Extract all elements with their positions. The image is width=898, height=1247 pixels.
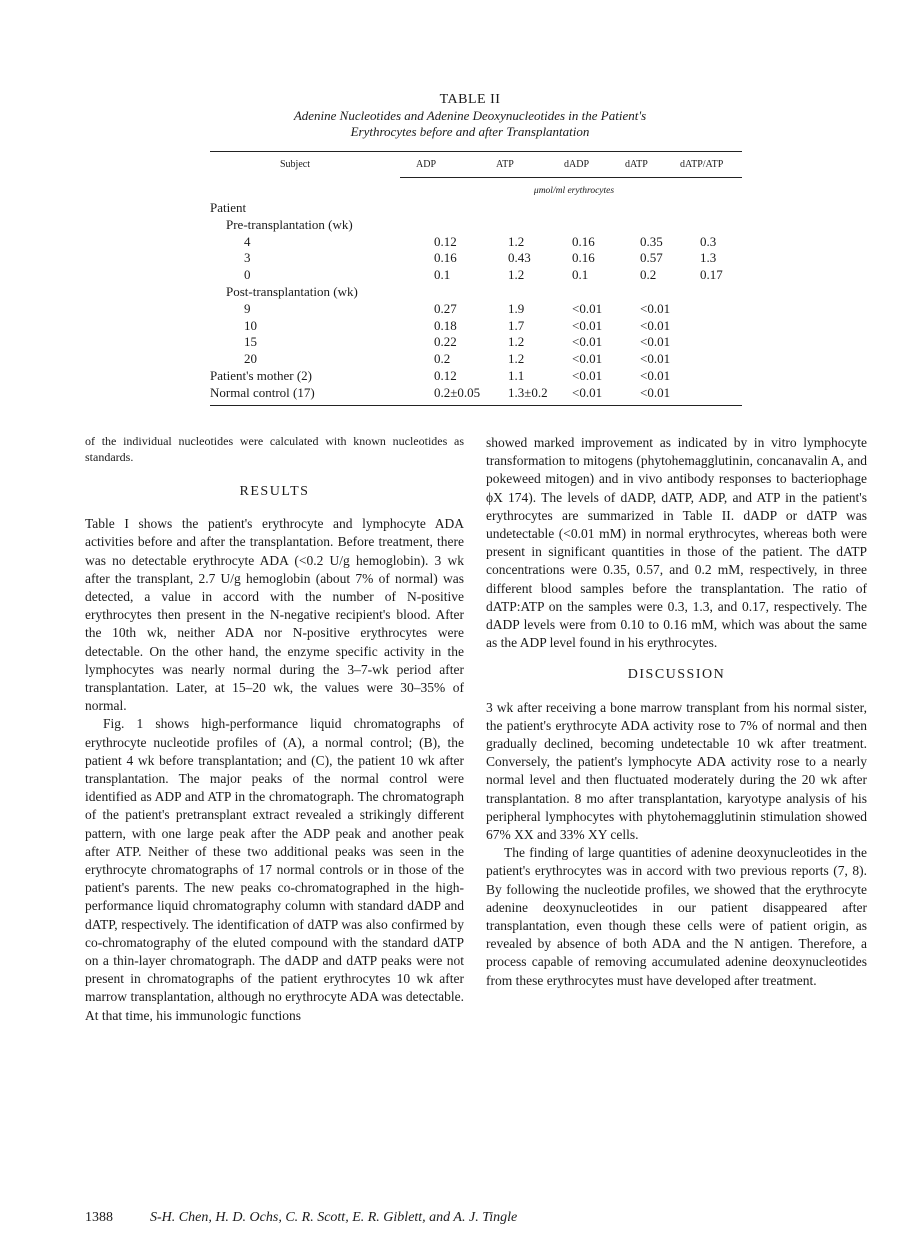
table-cell (700, 318, 776, 335)
table-cell (508, 200, 572, 217)
table-cell: 0.16 (572, 233, 595, 249)
table-cell: 0.35 (640, 233, 663, 249)
table-caption-line1: Adenine Nucleotides and Adenine Deoxynucleotides in the Patient's (293, 108, 647, 123)
table-cell: 0.2 (640, 267, 657, 283)
table-row (210, 385, 776, 402)
table-cell: <0.01 (572, 300, 603, 316)
data-table (210, 200, 776, 402)
table-row (210, 318, 776, 335)
table-cell: <0.01 (640, 300, 671, 316)
table-cell: <0.01 (640, 351, 671, 367)
table-row (210, 368, 776, 385)
col-header-atp: ATP (496, 159, 514, 170)
table-cell: <0.01 (572, 351, 603, 367)
table-cell: 0.2 (434, 351, 451, 367)
table-cell (700, 217, 776, 234)
discussion-paragraph-1: 3 wk after receiving a bone marrow transplant from his normal sister, the patient's erythrocyte ADA activity rose to 7% of normal and then gradually declined, becoming undetectable 10 wk after treatment. Conversely, the patient's lymphocyte ADA activity rose to a nearly normal level and then fluctuated moderately during the 20 wk after transplantation. 8 mo after transplantation, karyotype analysis of his peripheral lymphocytes with phytohemagglutinin stimulation showed 67% XX and 33% XY cells. (486, 699, 867, 843)
results-heading: RESULTS (239, 484, 310, 499)
table-cell (700, 334, 776, 351)
table-row (210, 351, 776, 368)
table-cell: 1.3±0.2 (508, 384, 548, 400)
table-cell (434, 200, 508, 217)
table-cell (700, 351, 776, 368)
row-label: 4 (244, 233, 251, 249)
right-column (486, 434, 867, 990)
row-label: Normal control (17) (210, 384, 315, 400)
table-row (210, 250, 776, 267)
table-cell (700, 368, 776, 385)
table-cell (572, 284, 640, 301)
table-cell: <0.01 (572, 367, 603, 383)
results-paragraph-2: Fig. 1 shows high-performance liquid chromatographs of erythrocyte nucleotide profiles of (A), a normal control; (B), the patient 4 wk before transplantation; and (C), the patient 10 wk after transplantation. The major peaks of the normal control were identified as ADP and ATP in the chromatograph. The chromatograph of the patient's pretransplant extract revealed a strikingly different pattern, with one large peak after the ADP peak and another peak after ATP. Neither of these two additional peaks was seen in the erythrocyte chromatographs of 17 normal controls or in those of the patient's parents. The new peaks co-chromatographed in the high-performance liquid chromatography column with standard dADP and dATP, respectively. The identification of dATP was also confirmed by co-chromatography of the eluted compound with the standard dATP on a thin-layer chromatograph. The dADP and dATP peaks were not present in chromatographs of the patient erythrocytes 10 wk after marrow transplantation, although no erythrocyte ADA was detectable. At that time, his immunologic functions (85, 716, 464, 1023)
table-cell: <0.01 (572, 384, 603, 400)
table-cell: 1.2 (508, 233, 525, 249)
table-cell: <0.01 (572, 334, 603, 350)
table-cell (640, 200, 700, 217)
table-cell: 0.27 (434, 300, 457, 316)
table-cell: 1.2 (508, 351, 525, 367)
table-cell: 0.17 (700, 267, 723, 283)
table-row (210, 234, 776, 251)
table-caption-line2: Erythrocytes before and after Transplantation (350, 124, 590, 139)
table-cell (572, 200, 640, 217)
table-cell (700, 301, 776, 318)
table-cell (700, 200, 776, 217)
table-cell: 0.2±0.05 (434, 384, 481, 400)
units-rule (400, 177, 742, 178)
row-label: 0 (244, 267, 251, 283)
table-cell: 1.7 (508, 317, 525, 333)
table-row (210, 301, 776, 318)
row-label: 15 (244, 334, 257, 350)
table-cell: 1.3 (700, 250, 717, 266)
table-title: TABLE II (439, 92, 501, 107)
col-header-adp: ADP (416, 159, 437, 170)
row-label: 3 (244, 250, 251, 266)
row-label: 20 (244, 351, 257, 367)
table-cell: <0.01 (640, 334, 671, 350)
table-cell (508, 284, 572, 301)
table-cell: 0.16 (434, 250, 457, 266)
table-cell (572, 217, 640, 234)
table-cell: <0.01 (572, 317, 603, 333)
row-label: Pre-transplantation (wk) (226, 216, 353, 232)
table-cell (640, 217, 700, 234)
table-cell: 0.1 (572, 267, 589, 283)
table-cell (434, 284, 508, 301)
results-paragraph-3: showed marked improvement as indicated by in vitro lymphocyte transformation to mitogens (phytohemagglutinin, concanavalin A, and pokeweed mitogen) and in vivo antibody responses to bacteriophage ϕX 174). The levels of dADP, dATP, ADP, and ATP in the patient's erythrocytes are summarized in Table II. dADP or dATP was undetectable (<0.01 mM) in normal erythrocytes, whereas both were present in significant quantities in those of the patient. The dATP concentrations were 0.35, 0.57, and 0.2 mM, respectively, in three different blood samples before the transplantation. The ratio of dATP:ATP on the samples were 0.3, 1.3, and 0.17, respectively. The dADP levels were from 0.10 to 0.16 mM, which was about the same as the ADP level found in his erythrocytes. (486, 435, 867, 651)
table-cell: <0.01 (640, 384, 671, 400)
table-row (210, 200, 776, 217)
table-row (210, 284, 776, 301)
table-cell: 0.1 (434, 267, 451, 283)
table-cell: 0.57 (640, 250, 663, 266)
table-cell: 0.12 (434, 367, 457, 383)
col-header-datp-atp: dATP/ATP (680, 159, 724, 170)
author-line: S-H. Chen, H. D. Ochs, C. R. Scott, E. R. Giblett, and A. J. Tingle (150, 1210, 518, 1225)
table-row (210, 217, 776, 234)
table-cell (434, 217, 508, 234)
left-column (85, 434, 464, 1025)
table-cell: 0.12 (434, 233, 457, 249)
table-row (210, 267, 776, 284)
table-cell: 0.16 (572, 250, 595, 266)
discussion-paragraph-2: The finding of large quantities of adenine deoxynucleotides in the patient's erythrocytes was in accord with two previous reports (7, 8). By following the nucleotide profiles, we showed that the erythrocyte adenine deoxynucleotides in our patient disappeared after transplantation, even though these cells were of patient origin, as revealed by absence of both ADA and the N antigen. Therefore, a process capable of removing accumulated adenine deoxynucleotides from these erythrocytes must have developed after treatment. (486, 845, 867, 988)
table-bottom-rule (210, 405, 742, 406)
col-header-datp: dATP (625, 159, 648, 170)
table-cell: 0.43 (508, 250, 531, 266)
table-cell: 1.9 (508, 300, 525, 316)
table-cell (700, 284, 776, 301)
results-paragraph-1: Table I shows the patient's erythrocyte and lymphocyte ADA activities before and after the transplantation. Before treatment, there was no detectable erythrocyte ADA (<0.2 U/g hemoglobin). 3 wk after the transplant, 2.7 U/g hemoglobin (about 7% of normal) was detected, a value in accord with the number of N-positive erythrocytes then present in the N-negative recipient's blood. After the 10th wk, neither ADA nor N-positive erythrocytes were detectable. On the other hand, the enzyme specific activity in the lymphocytes was nearly normal during the 3–7-wk period after transplantation. Later, at 15–20 wk, the values were 30–35% of normal. (85, 516, 464, 714)
table-row (210, 334, 776, 351)
table-cell: 0.18 (434, 317, 457, 333)
table-cell: <0.01 (640, 367, 671, 383)
table-cell: 1.2 (508, 334, 525, 350)
row-label: Post-transplantation (wk) (226, 283, 358, 299)
table-cell: 1.2 (508, 267, 525, 283)
table-cell: 0.22 (434, 334, 457, 350)
row-label: 9 (244, 300, 251, 316)
row-label: 10 (244, 317, 257, 333)
row-label: Patient (210, 200, 247, 215)
table-cell (700, 385, 776, 402)
table-cell: 1.1 (508, 367, 525, 383)
col-header-subject: Subject (280, 159, 310, 170)
methods-tail-text: of the individual nucleotides were calculated with known nucleotides as standards. (85, 434, 464, 464)
table-cell (640, 284, 700, 301)
col-header-dadp: dADP (564, 159, 590, 170)
table-cell: 0.3 (700, 233, 717, 249)
units-label: μmol/ml erythrocytes (533, 186, 615, 196)
discussion-heading: DISCUSSION (627, 667, 726, 683)
page-number: 1388 (85, 1210, 113, 1225)
row-label: Patient's mother (2) (210, 367, 312, 383)
table-caption (120, 108, 820, 140)
table-cell: <0.01 (640, 317, 671, 333)
table-cell (508, 217, 572, 234)
table-top-rule (210, 151, 742, 152)
